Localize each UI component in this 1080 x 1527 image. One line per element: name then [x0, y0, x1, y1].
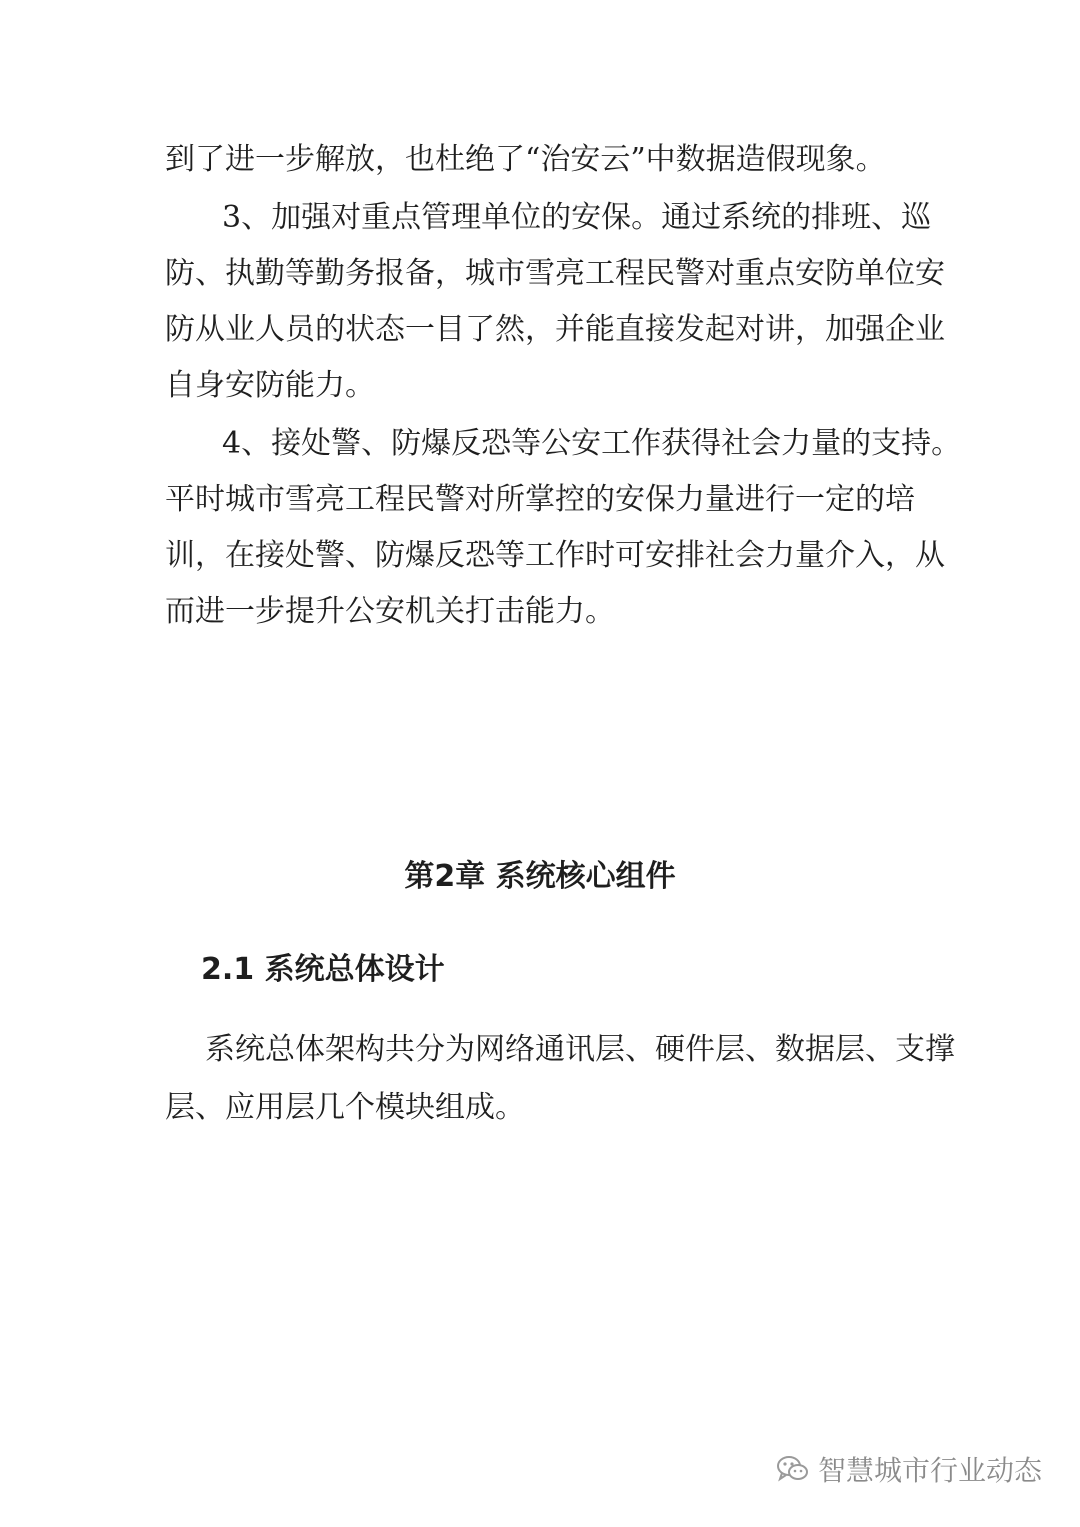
- paragraph-line: 训，在接处警、防爆反恐等工作时可安排社会力量介入，从: [165, 538, 945, 573]
- paragraph-line: 防从业人员的状态一目了然，并能直接发起对讲，加强企业: [165, 312, 945, 347]
- wechat-icon: [776, 1454, 810, 1484]
- watermark-text: 智慧城市行业动态: [817, 1454, 1042, 1487]
- paragraph-line: 4、接处警、防爆反恐等公安工作获得社会力量的支持。: [222, 426, 962, 461]
- paragraph-line: 防、执勤等勤务报备，城市雪亮工程民警对重点安防单位安: [165, 256, 945, 291]
- section-title: 2.1 系统总体设计: [201, 952, 445, 987]
- paragraph-line: 而进一步提升公安机关打击能力。: [165, 594, 615, 629]
- chapter-title: 第2章 系统核心组件: [404, 859, 676, 894]
- paragraph-line: 层、应用层几个模块组成。: [165, 1090, 525, 1125]
- paragraph-line: 自身安防能力。: [165, 368, 375, 403]
- paragraph-line: 3、加强对重点管理单位的安保。通过系统的排班、巡: [222, 200, 932, 235]
- paragraph-line: 系统总体架构共分为网络通讯层、硬件层、数据层、支撑: [205, 1032, 955, 1067]
- paragraph-line: 到了进一步解放，也杜绝了“治安云”中数据造假现象。: [165, 142, 886, 177]
- paragraph-line: 平时城市雪亮工程民警对所掌控的安保力量进行一定的培: [165, 482, 915, 517]
- watermark: [776, 1446, 1042, 1492]
